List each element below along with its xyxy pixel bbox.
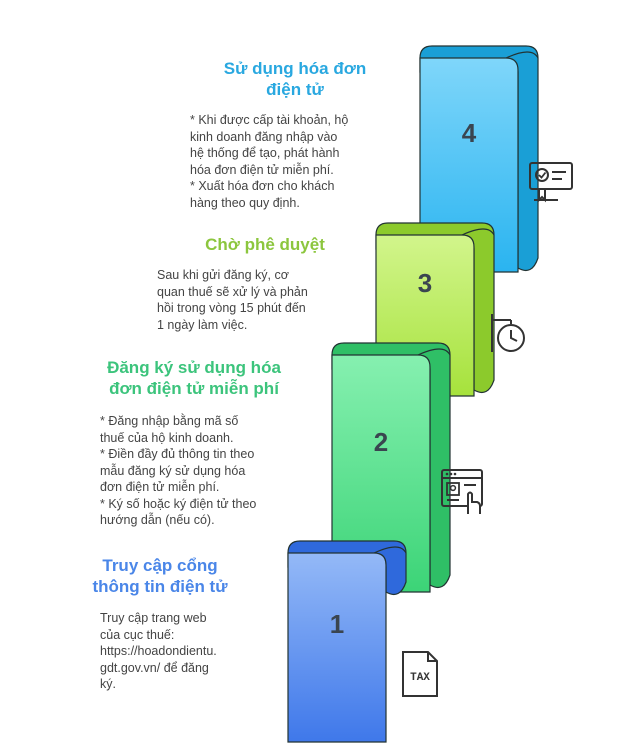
step-4-title: Sử dụng hóa đơn điện tử [223, 59, 367, 99]
step-1-title: Truy cập cổng thông tin điện tử [92, 556, 228, 596]
step-1-body: Truy cập trang web của cục thuế: https://hoadondientu. gdt.gov.vn/ để đăng ký. [100, 611, 217, 691]
step-2-title: Đăng ký sử dụng hóa đơn điện tử miễn phí [107, 358, 281, 398]
step-1-number: 1 [329, 609, 345, 639]
step-4-number: 4 [461, 118, 477, 148]
banner-step-1 [288, 541, 406, 742]
certificate-icon [528, 160, 574, 206]
step-3-title: Chờ phê duyệt [205, 235, 325, 254]
step-4-body: * Khi được cấp tài khoản, hộ kinh doanh đăng nhập vào hệ thống để tạo, phát hành hóa đơn điện tử miễn phí. * Xuất hóa đơn cho khách hàng theo quy định. [190, 113, 349, 210]
step-3-body: Sau khi gửi đăng ký, cơ quan thuế sẽ xử lý và phản hồi trong vòng 15 phút đến 1 ngày làm việc. [157, 268, 308, 332]
step-2-body: * Đăng nhập bằng mã số thuế của hộ kinh doanh. * Điền đầy đủ thông tin theo mẫu đăng ký sử dụng hóa đơn điện tử miễn phí. * Ký số hoặc ký điện tử theo hướng dẫn (nếu có). [100, 414, 257, 527]
step-2-number: 2 [373, 427, 389, 457]
tax-document-icon [400, 650, 440, 698]
clock-icon [485, 310, 531, 356]
tax-label: TAX [410, 672, 430, 684]
step-3-number: 3 [417, 268, 433, 298]
web-form-icon [440, 468, 486, 516]
